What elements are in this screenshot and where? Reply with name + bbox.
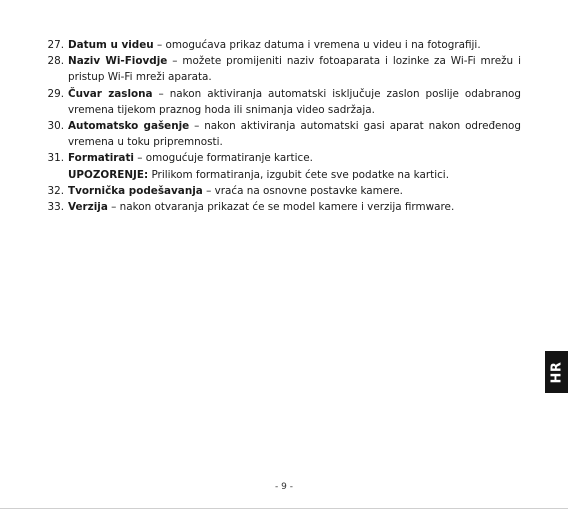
item-text (65, 167, 521, 183)
item-number: 27. (47, 39, 64, 51)
item-description: – omogućuje formatiranje kartice. (133, 152, 313, 165)
item-text (65, 53, 521, 85)
item-number: 28. (47, 55, 64, 68)
item-description: – nakon aktiviranja automatski isključuje zaslon poslije odabranog vremena tijekom praznog hoda ili snimanja video sadržaja. (68, 87, 522, 116)
language-tab-label: HR (548, 361, 564, 383)
item-description: – možete promijeniti naziv fotoaparata i lozinke za Wi-Fi mrežu i pristup Wi-Fi mreži aparata. (68, 55, 521, 84)
item-description: – vraća na osnovne postavke kamere. (202, 184, 403, 197)
list-item (45, 183, 521, 199)
warning-label: UPOZORENJE: (68, 168, 149, 181)
list-item (45, 53, 521, 85)
item-text (65, 199, 521, 215)
page-number: - 9 - (275, 482, 293, 492)
item-number: 32. (47, 184, 64, 197)
item-text (65, 37, 521, 53)
item-description: – nakon otvaranja prikazat će se model kamere i verzija firmware. (107, 201, 455, 214)
item-number: 33. (47, 201, 64, 214)
item-term: Čuvar zaslona (68, 87, 153, 100)
list-item (45, 118, 521, 150)
list-item (45, 37, 521, 53)
item-term: Tvornička podešavanja (68, 184, 203, 197)
list-item (45, 86, 521, 118)
item-term: Datum u videu (68, 39, 154, 51)
warning-note (45, 167, 521, 183)
settings-list (45, 37, 521, 215)
item-term: Automatsko gašenje (68, 120, 190, 133)
item-number: 31. (47, 152, 64, 165)
list-item (45, 199, 521, 215)
item-text (65, 86, 521, 118)
item-text (65, 150, 521, 166)
item-term: Naziv Wi-Fiovdje (68, 55, 168, 68)
item-term: Verzija (68, 201, 108, 214)
language-tab (545, 351, 568, 393)
item-number: 29. (47, 87, 64, 100)
bottom-divider (0, 508, 568, 509)
item-number: 30. (47, 120, 64, 133)
item-term: Formatirati (68, 152, 134, 165)
item-description: – omogućava prikaz datuma i vremena u videu i na fotografiji. (153, 39, 481, 51)
list-item (45, 150, 521, 166)
item-text (65, 183, 521, 199)
item-text (65, 118, 521, 150)
item-description: – nakon aktiviranja automatski gasi aparat nakon određenog vremena u toku pripremnosti. (68, 120, 521, 149)
warning-text: Prilikom formatiranja, izgubit ćete sve podatke na kartici. (148, 168, 449, 181)
